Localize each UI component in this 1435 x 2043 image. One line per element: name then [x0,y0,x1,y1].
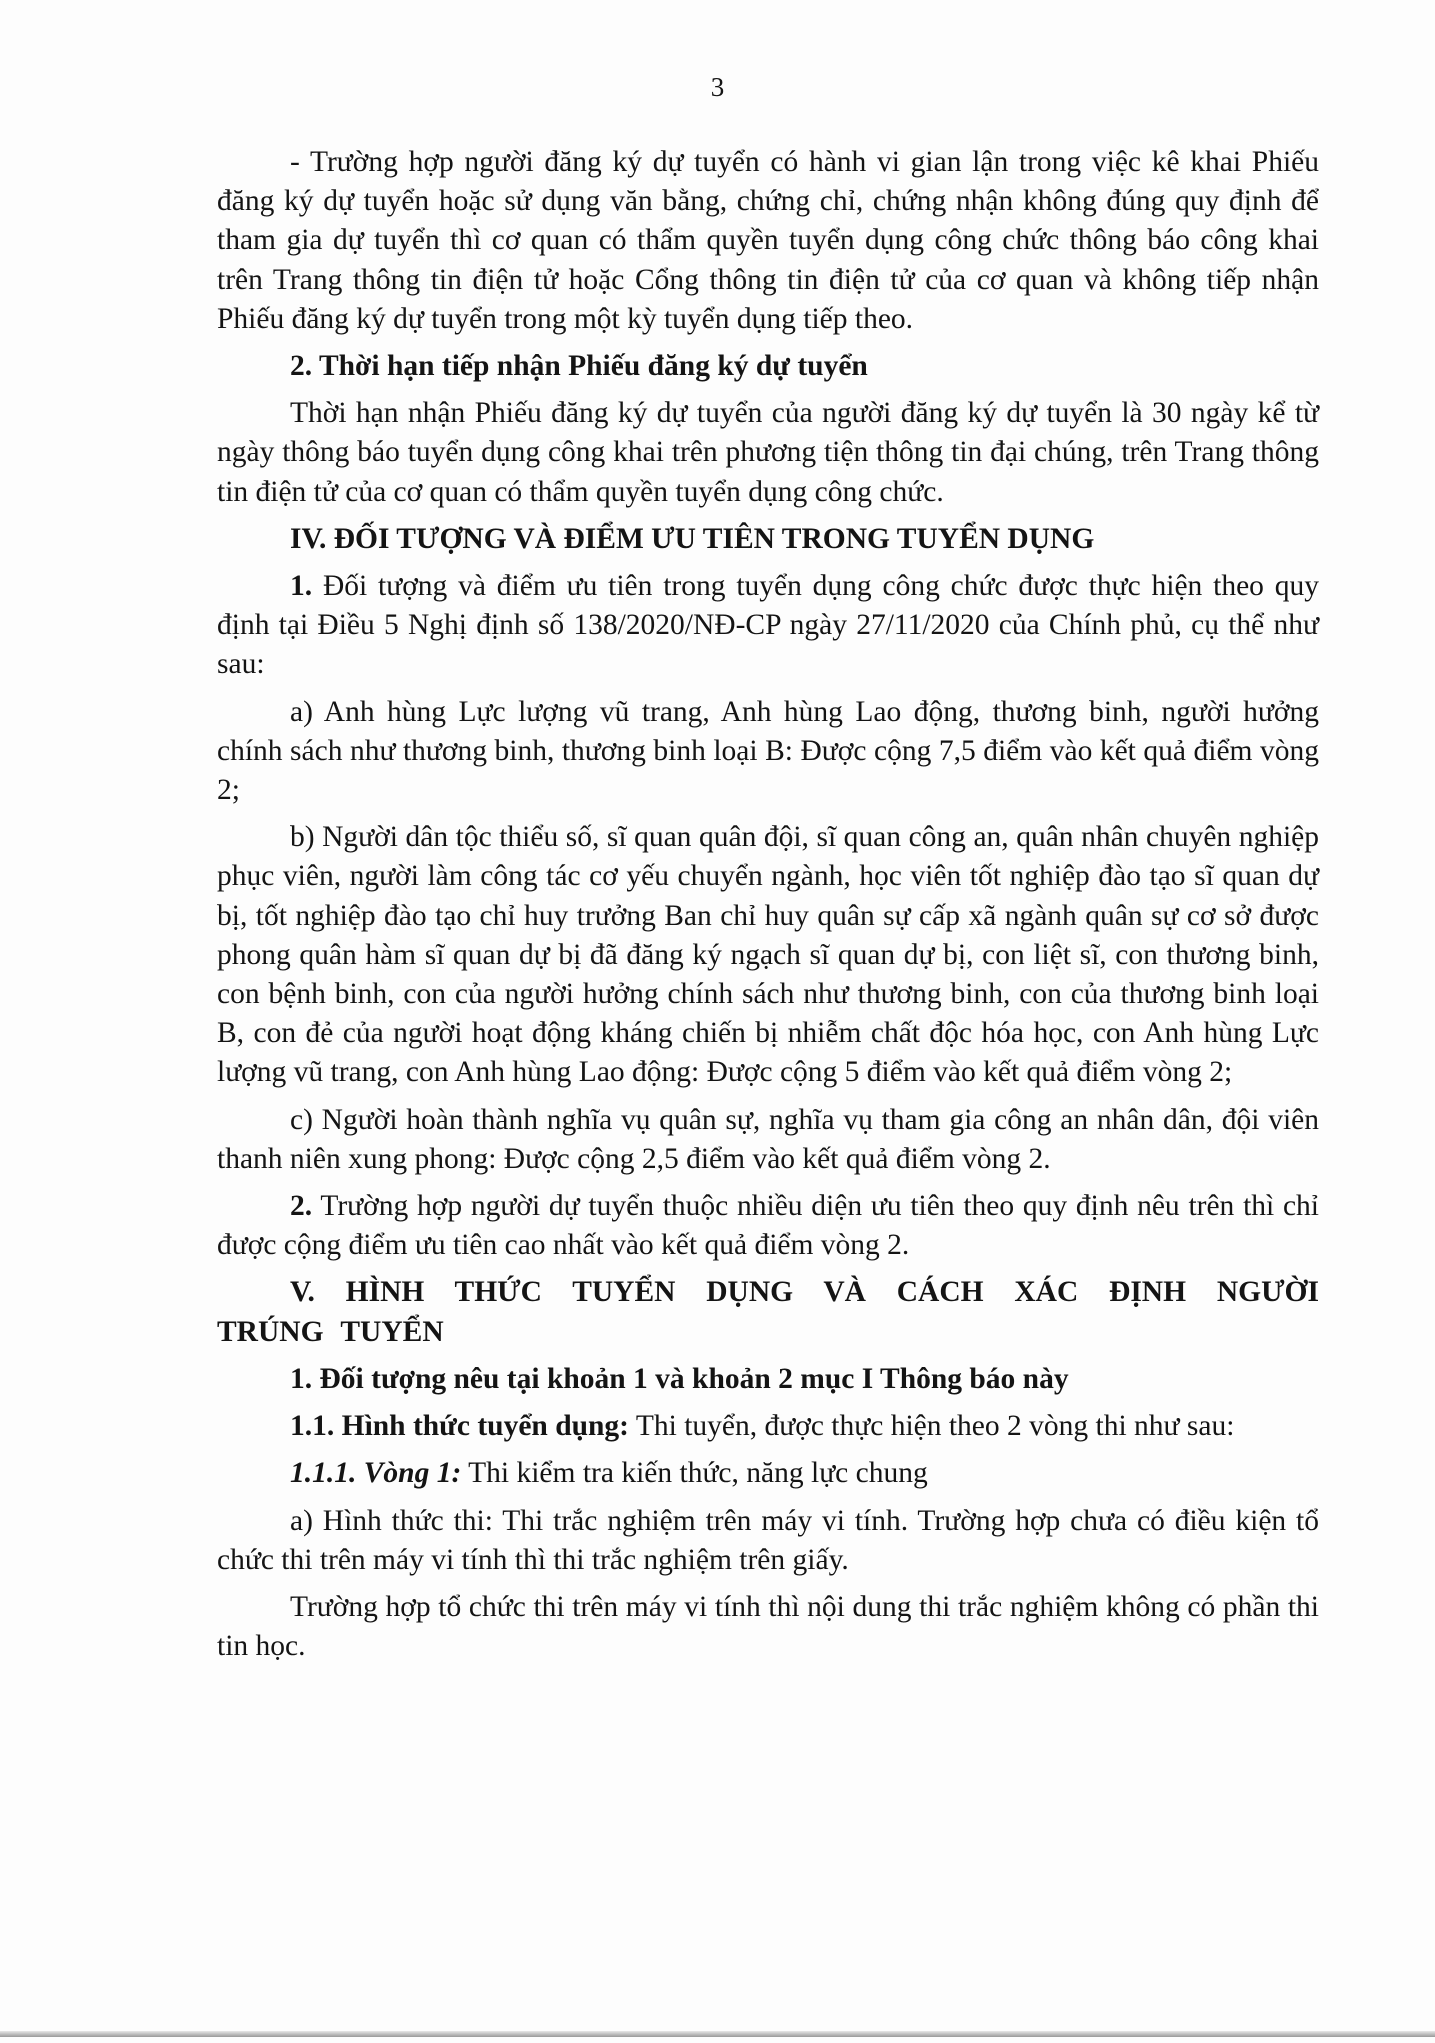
paragraph-fraud-rule: - Trường hợp người đăng ký dự tuyển có hành vi gian lận trong việc kê khai Phiếu đăng ký dự tuyển hoặc sử dụng văn bằng, chứng chỉ, chứng nhận không đúng quy định để tham gia dự tuyển thì cơ quan có thẩm quyền tuyển dụng công chức thông báo công khai trên Trang thông tin điện tử hoặc Cổng thông tin điện tử của cơ quan và không tiếp nhận Phiếu đăng ký dự tuyển trong một kỳ tuyển dụng tiếp theo. [217,146,1319,335]
section-heading-priority: IV. ĐỐI TƯỢNG VÀ ĐIỂM ƯU TIÊN TRONG TUYỂN DỤNG [290,522,1095,555]
section-heading-recruitment-form: V. HÌNH THỨC TUYỂN DỤNG VÀ CÁCH XÁC ĐỊNH NGƯỜI TRÚNG TUYỂN [217,1276,1319,1348]
paragraph-priority-intro [217,567,1319,685]
section-heading-deadline: 2. Thời hạn tiếp nhận Phiếu đăng ký dự tuyển [290,350,868,383]
document-body [217,143,1319,1666]
item-number: 2. [290,1190,313,1223]
paragraph-deadline: Thời hạn nhận Phiếu đăng ký dự tuyển của người đăng ký dự tuyển là 30 ngày kể từ ngày thông báo tuyển dụng công khai trên phương tiện thông tin đại chúng, trên Trang thông tin điện tử của cơ quan có thẩm quyền tuyển dụng công chức. [217,397,1319,508]
paragraph-text: Thi tuyển, được thực hiện theo 2 vòng thi như sau: [635,1410,1235,1443]
inline-label: 1.1.1. Vòng 1: [290,1457,462,1490]
paragraph-priority-a: a) Anh hùng Lực lượng vũ trang, Anh hùng Lao động, thương binh, người hưởng chính sách như thương binh, thương binh loại B: Được cộng 7,5 điểm vào kết quả điểm vòng 2; [217,695,1319,807]
paragraph-text: Thi kiểm tra kiến thức, năng lực chung [468,1457,928,1490]
paragraph-priority-b: b) Người dân tộc thiểu số, sĩ quan quân đội, sĩ quan công an, quân nhân chuyên nghiệp phục viên, người làm công tác cơ yếu chuyển ngành, học viên tốt nghiệp đào tạo sĩ quan dự bị, tốt nghiệp đào tạo chỉ huy trưởng Ban chỉ huy quân sự cấp xã ngành quân sự cơ sở được phong quân hàm sĩ quan dự bị đã đăng ký ngạch sĩ quan dự bị, con liệt sĩ, con thương binh, con bệnh binh, con của người hưởng chính sách như thương binh, con của thương binh loại B, con đẻ của người hoạt động kháng chiến bị nhiễm chất độc hóa học, con Anh hùng Lực lượng vũ trang, con Anh hùng Lao động: Được cộng 5 điểm vào kết quả điểm vòng 2; [217,821,1319,1089]
paragraph-priority-multiple [217,1187,1319,1265]
subsection-heading-subjects: 1. Đối tượng nêu tại khoản 1 và khoản 2 mục I Thông báo này [290,1362,1069,1395]
paragraph-round-1 [217,1454,1319,1493]
paragraph-exam-form: a) Hình thức thi: Thi trắc nghiệm trên máy vi tính. Trường hợp chưa có điều kiện tổ chức thi trên máy vi tính thì thi trắc nghiệm trên giấy. [217,1504,1319,1576]
paragraph-priority-c: c) Người hoàn thành nghĩa vụ quân sự, nghĩa vụ tham gia công an nhân dân, đội viên thanh niên xung phong: Được cộng 2,5 điểm vào kết quả điểm vòng 2. [217,1103,1319,1175]
paragraph-computer-exam: Trường hợp tổ chức thi trên máy vi tính thì nội dung thi trắc nghiệm không có phần thi tin học. [217,1590,1319,1663]
inline-label: 1.1. Hình thức tuyển dụng: [290,1410,630,1443]
item-number: 1. [290,570,313,603]
paragraph-recruitment-form [217,1407,1319,1446]
page-number: 3 [710,72,725,102]
scan-bottom-edge [0,2031,1435,2037]
paragraph-text: Trường hợp người dự tuyển thuộc nhiều diện ưu tiên theo quy định nêu trên thì chỉ được cộng điểm ưu tiên cao nhất vào kết quả điểm vòng 2. [217,1190,1320,1262]
paragraph-text: Đối tượng và điểm ưu tiên trong tuyển dụng công chức được thực hiện theo quy định tại Điều 5 Nghị định số 138/2020/NĐ-CP ngày 27/11/2020 của Chính phủ, cụ thể như sau: [217,570,1319,681]
